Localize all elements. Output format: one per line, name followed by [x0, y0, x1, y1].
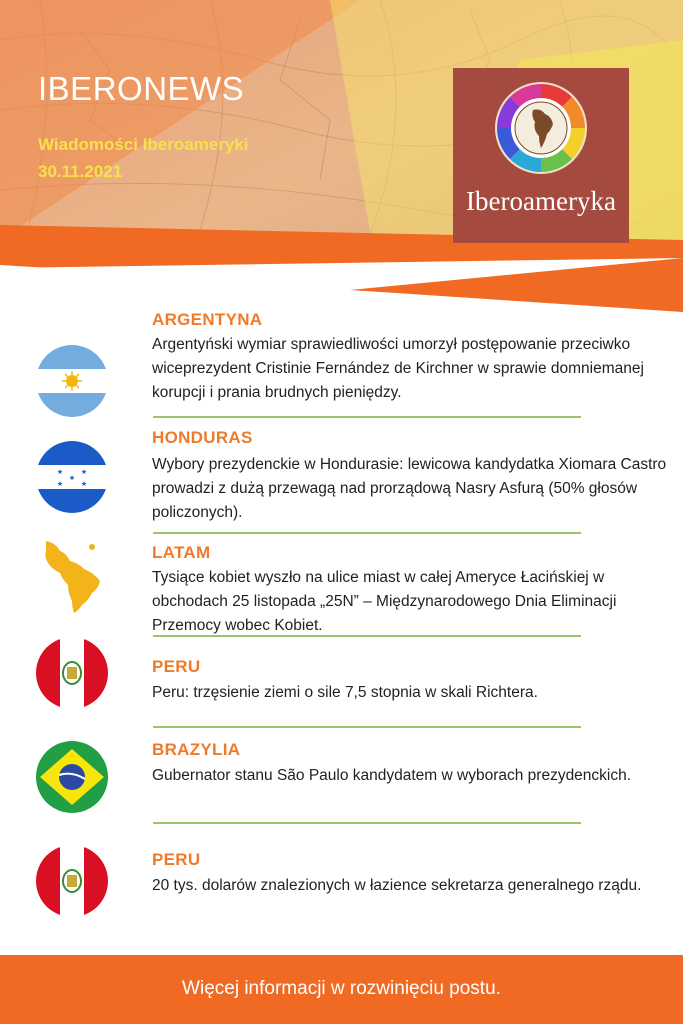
brand-subtitle: Wiadomości Iberoameryki	[38, 135, 249, 154]
footer-more-info: Więcej informacji w rozwinięciu postu.	[182, 978, 501, 999]
news-region-heading: HONDURAS	[152, 428, 253, 447]
brazil-flag-icon	[36, 741, 108, 813]
footer-banner	[0, 955, 683, 1024]
divider	[153, 532, 581, 534]
peru-flag-icon	[36, 637, 108, 709]
divider	[153, 635, 581, 637]
news-region-heading: BRAZYLIA	[152, 740, 241, 759]
svg-text:★: ★	[68, 474, 76, 482]
sun-globe-icon	[493, 80, 589, 176]
news-text: Argentyński wymiar sprawiedliwości umorzył postępowanie przeciwko wiceprezydent Cristinie Fernández de Kirchner w sprawie domniemanej korupcji i prania brudnych pieniędzy.	[152, 336, 644, 401]
divider	[153, 416, 581, 418]
news-region-heading: ARGENTYNA	[152, 310, 263, 329]
logo-wordmark: Iberoameryka	[466, 186, 616, 216]
news-region-heading: PERU	[152, 657, 201, 676]
svg-text:★: ★	[56, 480, 64, 488]
divider	[153, 726, 581, 728]
honduras-flag-icon	[36, 441, 108, 513]
svg-text:★: ★	[80, 480, 88, 488]
svg-text:★: ★	[56, 468, 64, 476]
divider	[153, 822, 581, 824]
news-region-heading: PERU	[152, 850, 201, 869]
news-text: Wybory prezydenckie w Hondurasie: lewicowa kandydatka Xiomara Castro prowadzi z dużą przewagą nad prorządową Nasry Asfurą (50% głosów policzonych).	[152, 456, 667, 521]
peru-flag-icon	[36, 845, 108, 917]
argentina-flag-icon	[36, 345, 108, 417]
news-text: Tysiące kobiet wyszło na ulice miast w całej Ameryce Łacińskiej w obchodach 25 listopada „25N” – Międzynarodowego Dnia Eliminacji Przemocy wobec Kobiet.	[152, 569, 617, 634]
iberoameryka-logo	[453, 68, 629, 243]
news-text: Gubernator stanu São Paulo kandydatem w wyborach prezydenckich.	[152, 767, 632, 784]
news-text: 20 tys. dolarów znalezionych w łazience sekretarza generalnego rządu.	[152, 877, 642, 894]
brand-title: IBERONEWS	[38, 70, 245, 107]
header-banner	[0, 0, 683, 320]
latin-america-map-icon	[42, 537, 112, 615]
issue-date: 30.11.2021	[38, 162, 123, 181]
news-text: Peru: trzęsienie ziemi o sile 7,5 stopnia w skali Richtera.	[152, 684, 538, 701]
svg-text:★: ★	[80, 468, 88, 476]
news-region-heading: LATAM	[152, 543, 211, 562]
